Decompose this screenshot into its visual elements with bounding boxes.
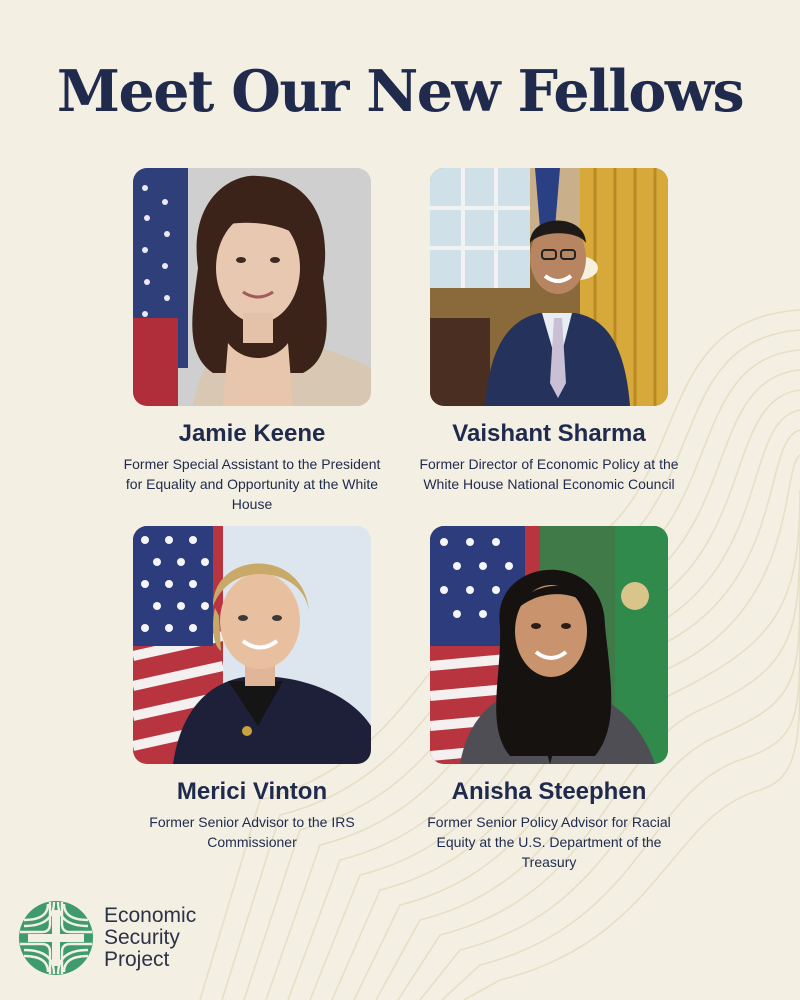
fellow-photo <box>430 526 668 764</box>
logo-line: Economic <box>104 904 197 927</box>
fellow-card <box>102 526 402 852</box>
organization-logo <box>18 900 196 976</box>
fellow-photo <box>133 168 371 406</box>
fellow-card <box>399 168 699 494</box>
logo-line: Project <box>104 948 170 971</box>
fellow-role: Former Senior Advisor to the IRS Commissioner <box>149 814 355 850</box>
fellow-photo <box>133 526 371 764</box>
plus-petal-icon <box>18 900 94 976</box>
fellow-role: Former Special Assistant to the President for Equality and Opportunity at the White House <box>123 456 381 512</box>
fellow-card <box>102 168 402 514</box>
fellow-name: Anisha Steephen <box>451 778 647 805</box>
logo-line: Security <box>104 926 180 949</box>
fellow-card <box>399 526 699 872</box>
fellow-name: Merici Vinton <box>176 778 328 805</box>
fellow-role: Former Senior Policy Advisor for Racial Equity at the U.S. Department of the Treasury <box>427 814 671 870</box>
fellow-photo <box>430 168 668 406</box>
page-title: Meet Our New Fellows <box>56 58 744 125</box>
fellow-name: Vaishant Sharma <box>452 420 646 447</box>
fellow-name: Jamie Keene <box>178 420 326 447</box>
logo-wordmark <box>104 905 196 971</box>
fellow-role: Former Director of Economic Policy at the White House National Economic Council <box>419 456 679 492</box>
